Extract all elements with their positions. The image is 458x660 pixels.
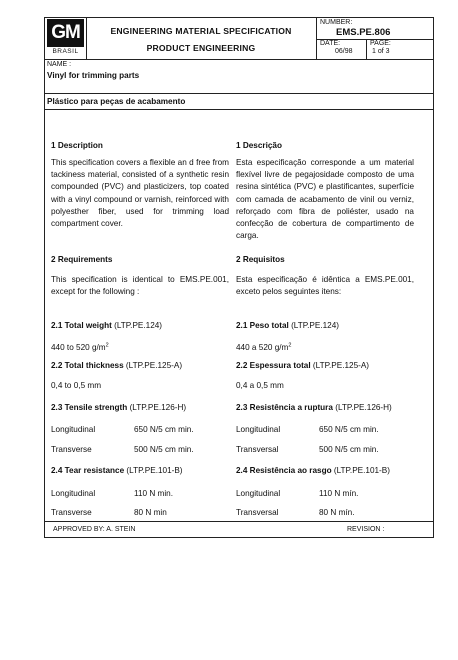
right-r22-heading: 2.2 Espessura total (LTP.PE.125-A) <box>236 361 370 370</box>
revision-label: REVISION : <box>347 526 385 533</box>
name-pt-divider <box>44 109 434 110</box>
table-row: Longitudinal 110 N mín. <box>236 489 359 498</box>
gm-logo-mark: GM <box>47 19 84 47</box>
page-label: PAGE: <box>370 40 391 47</box>
name-english: Vinyl for trimming parts <box>47 71 140 80</box>
right-r23-table-2 <box>236 444 414 456</box>
right-r24-heading: 2.4 Resistência ao rasgo (LTP.PE.101-B) <box>236 466 390 475</box>
left-r22-heading: 2.2 Total thickness (LTP.PE.125-A) <box>51 361 183 370</box>
gm-logo-sub: BRASIL <box>52 48 79 55</box>
left-s2-text: This specification is identical to EMS.PE.001, except for the following : <box>51 275 229 297</box>
left-r21-heading: 2.1 Total weight (LTP.PE.124) <box>51 321 163 330</box>
left-r22-value: 0,4 to 0,5 mm <box>51 381 102 390</box>
right-r22-value: 0,4 a 0,5 mm <box>236 381 284 390</box>
left-s1-text: This specification covers a flexible an d free from tackiness material, consisted of a synthetic resin compounded (PVC) and plasticizers, top coated with a vinyl compound or varnish, reinforced with polyesther fiber, used for trimming load compartment cover. <box>51 158 229 229</box>
date-value: 06/98 <box>335 48 353 55</box>
number-divider <box>316 17 317 59</box>
name-label: NAME : <box>47 61 72 68</box>
table-row: Longitudinal 110 N min. <box>51 489 173 498</box>
right-s1-heading: 1 Descrição <box>236 141 282 150</box>
name-divider <box>44 93 434 94</box>
table-row: Longitudinal 650 N/5 cm min. <box>236 425 379 434</box>
table-row: Longitudinal 650 N/5 cm min. <box>51 425 194 434</box>
table-row: Transverse 80 N min <box>51 508 167 517</box>
spec-subtitle: PRODUCT ENGINEERING <box>146 43 256 53</box>
right-s2-text: Esta especificação é idêntica a EMS.PE.001, exceto pelos seguintes itens: <box>236 275 414 297</box>
left-r23-table-2 <box>51 444 229 456</box>
table-row: Transversal 500 N/5 cm min. <box>236 445 379 454</box>
header-divider <box>44 59 434 60</box>
right-r21-heading: 2.1 Peso total (LTP.PE.124) <box>236 321 340 330</box>
right-r24-table-2 <box>236 507 414 519</box>
left-s2-heading: 2 Requirements <box>51 255 113 264</box>
gm-logo <box>47 19 84 57</box>
left-r24-table <box>51 488 229 500</box>
right-r23-table <box>236 424 414 436</box>
number-label: NUMBER: <box>320 19 353 26</box>
page-value: 1 of 3 <box>372 48 390 55</box>
right-s1-text: Esta especificação corresponde a um material flexível livre de pegajosidade composto de uma resina sintética (PVC) e plastificantes, superfície com camada de acabamento de vinil ou verniz, reforçado com fibra de poliéster, usado na confecção de cobertura de compartimento de carga. <box>236 158 414 241</box>
left-r23-table <box>51 424 229 436</box>
date-page-divider <box>366 39 367 59</box>
logo-divider <box>86 17 87 59</box>
right-s2-heading: 2 Requisitos <box>236 255 285 264</box>
right-r21-value: 440 a 520 $g/m^2$ <box>236 342 292 352</box>
footer-divider <box>44 521 434 522</box>
left-s1-heading: 1 Description <box>51 141 103 150</box>
right-r23-heading: 2.3 Resistência a ruptura (LTP.PE.126-H) <box>236 403 392 412</box>
left-r21-value: 440 to 520 $g/m^2$ <box>51 342 109 352</box>
spec-title: ENGINEERING MATERIAL SPECIFICATION <box>110 26 292 36</box>
left-r23-heading: 2.3 Tensile strength (LTP.PE.126-H) <box>51 403 187 412</box>
left-r24-heading: 2.4 Tear resistance (LTP.PE.101-B) <box>51 466 183 475</box>
number-value: EMS.PE.806 <box>336 27 391 38</box>
approved-by: APPROVED BY: A. STEIN <box>53 526 136 533</box>
right-r24-table <box>236 488 414 500</box>
name-portuguese: Plástico para peças de acabamento <box>47 97 186 106</box>
table-row: Transverse 500 N/5 cm min. <box>51 445 194 454</box>
left-r24-table-2 <box>51 507 229 519</box>
date-label: DATE: <box>320 40 341 47</box>
table-row: Transversal 80 N mín. <box>236 508 355 517</box>
